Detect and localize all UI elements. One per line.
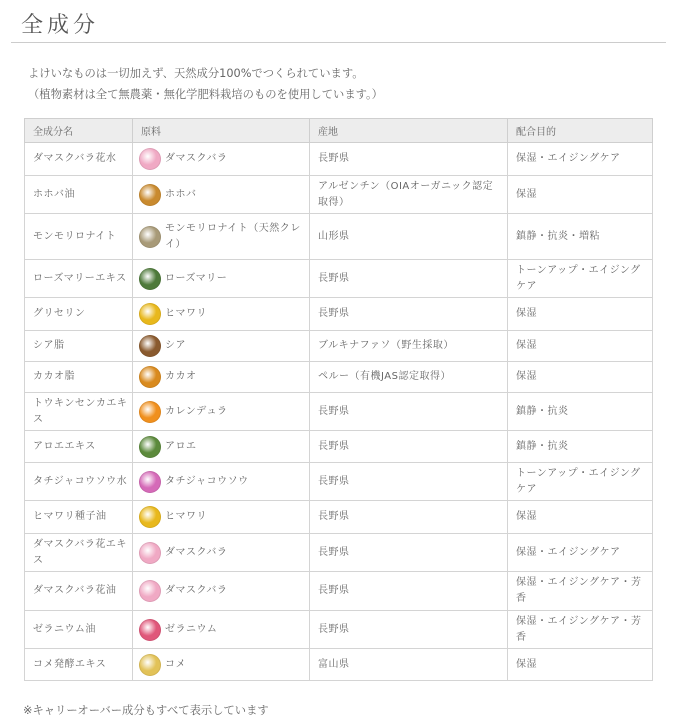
origin: 長野県 [310,393,508,431]
table-row [25,393,653,431]
material-cell [133,463,310,501]
ingredient-name: ゼラニウム油 [25,611,133,649]
carryover-note: ※キャリーオーバー成分もすべて表示しています [23,704,269,717]
material-cell [133,176,310,214]
material-cell [133,331,310,362]
material-cell [133,501,310,534]
ingredient-name: グリセリン [25,298,133,331]
material-name: シア [165,340,186,351]
ingredient-name: ダマスクバラ花水 [25,143,133,176]
material-name: ダマスクバラ [165,153,228,164]
clay-icon [139,226,161,248]
purpose: 保湿 [508,331,653,362]
material-cell [133,649,310,681]
ingredient-name: ヒマワリ種子油 [25,501,133,534]
material-name: ゼラニウム [165,623,218,635]
purpose: 鎮静・抗炎・増粘 [508,214,653,260]
purpose: 保湿 [508,176,653,214]
intro-line-2: （植物素材は全て無農薬・無化学肥料栽培のものを使用しています。） [28,88,383,101]
purpose: 鎮静・抗炎 [508,431,653,463]
table-row [25,534,653,572]
damask-rose-icon [139,580,161,602]
ingredient-name: ローズマリーエキス [25,260,133,298]
origin: ペルー（有機JAS認定取得） [310,362,508,393]
origin: アルゼンチン（OIAオーガニック認定取得） [310,176,508,214]
purpose: 保湿 [508,362,653,393]
ingredient-name: ダマスクバラ花油 [25,572,133,611]
intro-line-1: よけいなものは一切加えず、天然成分100%でつくられています。 [28,67,364,80]
ingredient-name: コメ発酵エキス [25,649,133,681]
material-name: モンモリロナイト（天然クレイ） [165,222,301,250]
purpose: 鎮静・抗炎 [508,393,653,431]
sunflower-icon [139,303,161,325]
thyme-icon [139,471,161,493]
material-name: タチジャコウソウ [165,475,249,487]
material-cell [133,393,310,431]
jojoba-icon [139,184,161,206]
table-row [25,649,653,681]
rice-icon [139,654,161,676]
material-cell [133,611,310,649]
geranium-icon [139,619,161,641]
material-name: ダマスクバラ [165,546,228,558]
purpose: 保湿 [508,649,653,681]
aloe-icon [139,436,161,458]
purpose: トーンアップ・エイジングケア [508,463,653,501]
purpose: 保湿・エイジングケア・芳香 [508,572,653,611]
origin: 長野県 [310,572,508,611]
header-origin: 産地 [310,119,508,143]
ingredient-name: ダマスクバラ花エキス [25,534,133,572]
material-cell [133,534,310,572]
purpose: トーンアップ・エイジングケア [508,260,653,298]
ingredient-name: シア脂 [25,331,133,362]
material-cell [133,214,310,260]
sunflower-icon [139,506,161,528]
origin: 長野県 [310,611,508,649]
table-row [25,572,653,611]
title-divider [11,42,666,43]
material-cell [133,298,310,331]
purpose: 保湿・エイジングケア [508,143,653,176]
table-row [25,611,653,649]
ingredient-name: カカオ脂 [25,362,133,393]
table-row [25,143,653,176]
header-material: 原料 [133,119,310,143]
material-cell [133,431,310,463]
material-name: ダマスクバラ [165,585,228,596]
purpose: 保湿・エイジングケア [508,534,653,572]
material-cell [133,572,310,611]
header-purpose: 配合目的 [508,119,653,143]
header-ingredient: 全成分名 [25,119,133,143]
intro-text [28,63,383,105]
material-name: アロエ [165,440,197,452]
table-row [25,331,653,362]
origin: 長野県 [310,260,508,298]
origin: 山形県 [310,214,508,260]
material-name: コメ [165,658,186,670]
origin: ブルキナファソ（野生採取） [310,331,508,362]
damask-rose-icon [139,542,161,564]
shea-icon [139,335,161,357]
origin: 長野県 [310,143,508,176]
calendula-icon [139,401,161,423]
ingredient-name: タチジャコウソウ水 [25,463,133,501]
ingredient-name: ホホバ油 [25,176,133,214]
ingredients-table [24,118,653,681]
table-row [25,298,653,331]
purpose: 保湿 [508,501,653,534]
material-cell [133,143,310,176]
damask-rose-icon [139,148,161,170]
rosemary-icon [139,268,161,290]
origin: 長野県 [310,463,508,501]
origin: 長野県 [310,534,508,572]
material-name: カレンデュラ [165,405,228,417]
table-row [25,260,653,298]
origin: 長野県 [310,431,508,463]
cacao-icon [139,366,161,388]
ingredient-name: トウキンセンカエキス [25,393,133,431]
material-name: ローズマリー [165,272,228,284]
ingredient-name: モンモリロナイト [25,214,133,260]
table-row [25,362,653,393]
ingredient-name: アロエエキス [25,431,133,463]
table-row [25,463,653,501]
material-name: ホホバ [165,188,197,200]
table-row [25,431,653,463]
origin: 富山県 [310,649,508,681]
table-header-row [25,119,653,143]
origin: 長野県 [310,501,508,534]
purpose: 保湿・エイジングケア・芳香 [508,611,653,649]
material-cell [133,260,310,298]
material-cell [133,362,310,393]
origin: 長野県 [310,298,508,331]
material-name: カカオ [165,371,197,382]
material-name: ヒマワリ [165,308,207,319]
material-name: ヒマワリ [165,511,207,522]
purpose: 保湿 [508,298,653,331]
table-row [25,176,653,214]
table-row [25,501,653,534]
page-title: 全成分 [21,13,100,38]
table-row [25,214,653,260]
